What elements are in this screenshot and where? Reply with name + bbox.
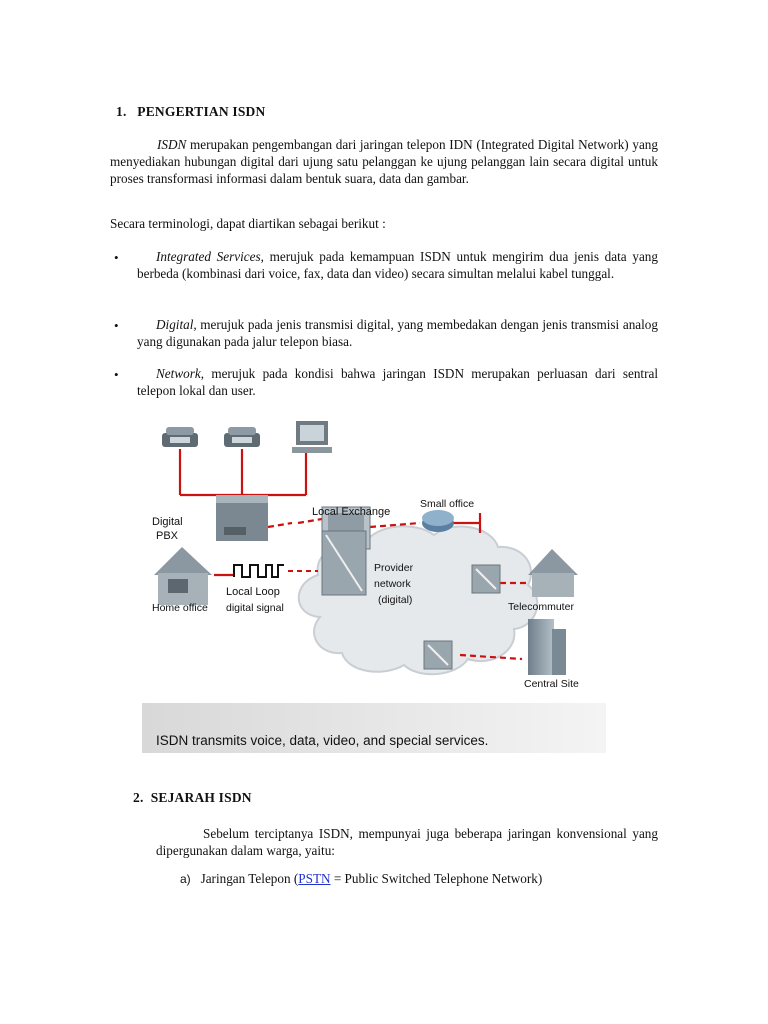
bullet-item-3 <box>137 365 658 399</box>
diagram-label: Telecommuter <box>508 601 574 613</box>
bullet-2-text: merujuk pada jenis transmisi digital, yang membedakan dengan jenis transmisi analog yang digunakan pada jalur telepon biasa. <box>137 317 658 349</box>
bullet-3-term: Network <box>156 366 201 381</box>
router-icon <box>422 510 454 532</box>
diagram-label: Local Loop <box>226 586 280 598</box>
cloud-switch-icon <box>322 531 366 595</box>
isdn-network-diagram <box>142 415 606 753</box>
diagram-label: Local Exchange <box>312 506 391 518</box>
section-2-heading <box>133 790 252 806</box>
bullet-dot: • <box>114 250 119 265</box>
diagram-label: Small office <box>420 498 475 510</box>
diagram-label: PBX <box>156 530 179 542</box>
intro-paragraph <box>110 136 658 187</box>
section-1-number: 1. <box>116 104 127 119</box>
diagram-label: Provider <box>374 562 414 574</box>
diagram-label: Central Site <box>524 678 579 690</box>
diagram-label: Home office <box>152 602 208 614</box>
telephone-icon <box>162 427 198 447</box>
diagram-label: network <box>374 578 411 590</box>
intro-term: ISDN <box>157 137 187 152</box>
computer-icon <box>292 421 332 453</box>
terminology-line: Secara terminologi, dapat diartikan sebagai berikut : <box>110 216 386 231</box>
list-marker: a) <box>180 872 191 886</box>
section-2-text: Sebelum terciptanya ISDN, mempunyai juga beberapa jaringan konvensional yang dipergunakan dalam warga, yaitu: <box>156 826 658 858</box>
pstn-link[interactable]: PSTN <box>298 871 331 886</box>
bullet-item-1 <box>137 248 658 282</box>
diagram-label: (digital) <box>378 594 413 606</box>
bullet-2-term: Digital, <box>156 317 197 332</box>
figure-caption: ISDN transmits voice, data, video, and special services. <box>156 733 489 748</box>
section-2-paragraph <box>156 825 658 859</box>
bullet-1-text: , merujuk pada kemampuan ISDN untuk mengirim dua jenis data yang berbeda (kombinasi dari voice, fax, data dan video) secara simultan melalui kabel tunggal. <box>137 249 658 281</box>
bullet-3-text: , merujuk pada kondisi bahwa jaringan ISDN merupakan perluasan dari sentral telepon lokal dan user. <box>137 366 658 398</box>
section-2-title: SEJARAH ISDN <box>150 790 252 805</box>
diagram-label: Digital <box>152 516 183 528</box>
list-item-text-post: = Public Switched Telephone Network) <box>330 871 543 886</box>
cloud-switch-icon <box>424 641 452 669</box>
pbx-icon <box>216 495 268 541</box>
section-2-number: 2. <box>133 790 144 805</box>
intro-text: merupakan pengembangan dari jaringan telepon IDN (Integrated Digital Network) yang menyediakan hubungan digital dari ujung satu pelanggan ke ujung pelanggan lain secara digital untuk proses transformasi informasi dalam bentuk suara, data dan gambar. <box>110 137 658 186</box>
list-item-a <box>180 870 660 888</box>
bullet-item-2 <box>137 316 658 350</box>
bullet-dot: • <box>114 318 119 333</box>
section-1-heading <box>116 104 265 120</box>
list-item-text-pre: Jaringan Telepon ( <box>200 871 299 886</box>
section-1-title: PENGERTIAN ISDN <box>137 104 266 119</box>
telephone-icon <box>224 427 260 447</box>
bullet-dot: • <box>114 367 119 382</box>
diagram-label: digital signal <box>226 602 284 614</box>
bullet-1-term: Integrated Services <box>156 249 261 264</box>
cloud-switch-icon <box>472 565 500 593</box>
